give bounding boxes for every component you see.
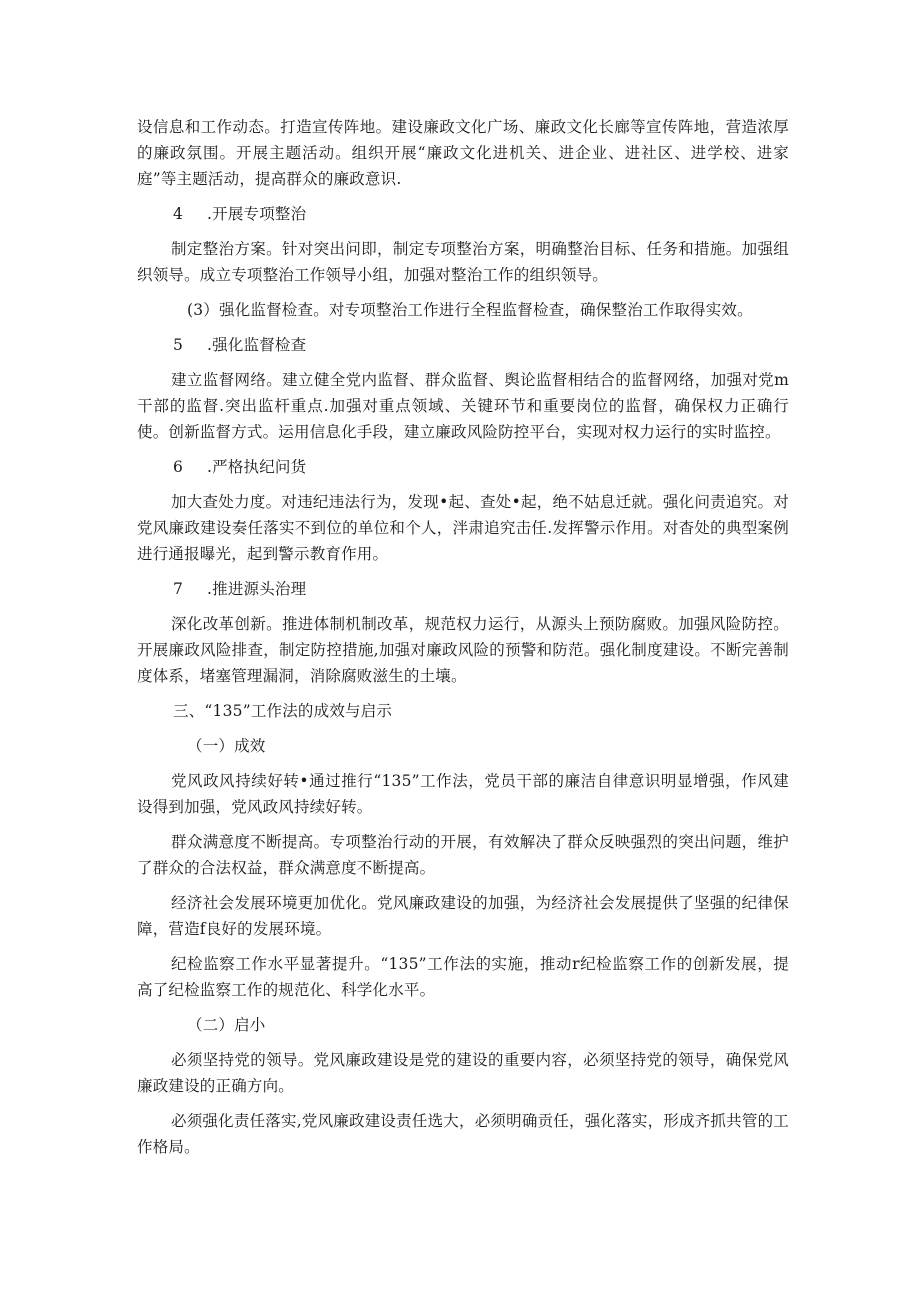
paragraph-supervision-network: 建立监督网络。建立健全党内监督、群众监督、舆论监督相结合的监督网络，加强对党m干部的监督.突出监杆重点.加强对重点领域、关键环节和重要岗位的监督，确保权力正确行使。创新监督方式。运用信息化手段，建立廉政风险防控平台，实现对权力运行的实时监控。 bbox=[137, 371, 789, 441]
paragraph-party-style: 党风政风持续好转•通过推行“135”工作法，党员干部的廉洁自律意识明显增强，作风建设得到加强，党风政风持续好转。 bbox=[137, 772, 789, 816]
section-heading-results: 三、“135”工作法的成效与启示 bbox=[173, 702, 393, 720]
paragraph-reform: 深化改革创新。推进体制机制改革，规范权力运行，从源头上预防腐败。加强风险防控。开展廉政风险排查，制定防控措施,加强对廉政风险的预警和防范。强化制度建设。不断完善制度体系，堵塞管理漏洞，消除腐败滋生的土壤。 bbox=[137, 615, 789, 685]
paragraph-satisfaction: 群众满意度不断提高。专项整治行动的开展，有效解决了群众反映强烈的突出问题，维护了群众的合法权益，群众满意度不断提高。 bbox=[137, 833, 789, 877]
heading-text: .强化监督检查 bbox=[207, 336, 307, 354]
paragraph-work-level: 纪检监察工作水平显著提升。“135”工作法的实施，推动r纪检监察工作的创新发展，提高了纪检监察工作的规范化、科学化水平。 bbox=[137, 955, 789, 999]
document-body bbox=[137, 114, 789, 1169]
paragraph-environment: 经济社会发展环境更加优化。党风廉政建设的加强，为经济社会发展提供了坚强的纪律保障，营造f良好的发展环境。 bbox=[137, 894, 789, 938]
paragraph-party-leadership: 必须坚持党的领导。党风廉政建设是党的建设的重要内容，必须坚持党的领导，确保党风廉政建设的正确方向。 bbox=[137, 1051, 789, 1095]
subheading-effects: （一）成效 bbox=[187, 737, 266, 755]
heading-special-rectification bbox=[137, 201, 789, 227]
heading-source-governance bbox=[137, 576, 789, 602]
heading-number: 7 bbox=[173, 580, 184, 598]
paragraph-responsibility: 必须强化责任落实,党风廉政建设责任选大，必须明确贡任，强化落实，形成齐抓共管的工作格局。 bbox=[137, 1112, 789, 1156]
subheading-inspiration: （二）启小 bbox=[187, 1016, 266, 1034]
heading-number: 6 bbox=[173, 458, 184, 476]
paragraph-investigation: 加大查处力度。对违纪违法行为，发现•起、查处•起，绝不姑息迁就。强化问责追究。对党风廉政建设奏任落实不到位的单位和个人，泮肃追究击任.发挥警示作用。对杳处的典型案例进行通报曝光，起到警示教育作用。 bbox=[137, 493, 789, 563]
paragraph-publicity: 设信息和工作动态。打造宣传阵地。建设廉政文化广场、廉政文化长廊等宣传阵地，营造浓厚的廉政氛围。开展主题活动。组织开展“廉政文化进机关、进企业、进社区、进学校、进家庭”等主题活动，提高群众的廉政意识. bbox=[137, 118, 789, 188]
heading-number: 5 bbox=[173, 336, 184, 354]
heading-discipline bbox=[137, 454, 789, 480]
heading-supervision bbox=[137, 332, 789, 358]
paragraph-rectification-plan: 制定整治方案。针对突出问即，制定专项整治方案，明确整治目标、任务和措施。加强组织领导。成立专项整治工作领导小组，加强对整治工作的组织领导。 bbox=[137, 240, 789, 284]
item-strengthen-supervision: (3）强化监督检查。对专项整治工作进行全程监督检查，确保整治工作取得实效。 bbox=[187, 301, 753, 319]
heading-text: .推进源头治理 bbox=[207, 580, 307, 598]
heading-text: .开展专项整治 bbox=[207, 205, 307, 223]
heading-text: .严格执纪问货 bbox=[207, 458, 307, 476]
heading-number: 4 bbox=[173, 205, 184, 223]
